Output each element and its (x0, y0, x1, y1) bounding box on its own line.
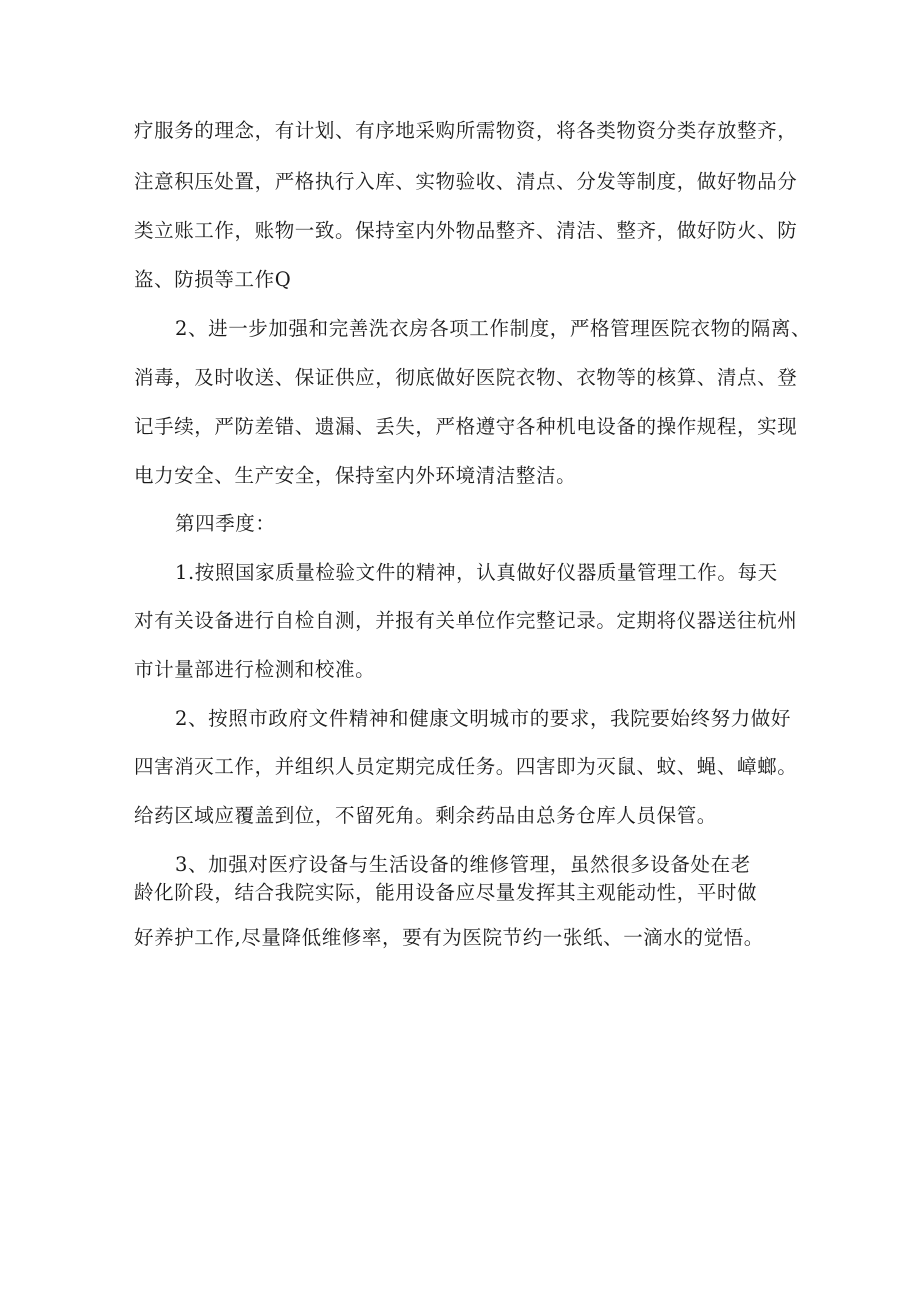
para3-line2: 对有关设备进行自检自测，并报有关单位作完整记录。定期将仪器送往杭州 (134, 609, 798, 632)
para4-line2: 四害消灭工作，并组织人员定期完成任务。四害即为灭鼠、蚊、蝇、嶂螂。 (134, 755, 798, 778)
para1-line1: 疗服务的理念，有计划、有序地采购所需物资，将各类物资分类存放整齐， (134, 119, 798, 142)
para1-line2: 注意积压处置，严格执行入库、实物验收、清点、分发等制度，做好物品分 (134, 170, 798, 193)
para4-line3: 给药区域应覆盖到位，不留死角。剩余药品由总务仓库人员保管。 (134, 804, 717, 827)
para2-line2: 消毒，及时收送、保证供应，彻底做好医院衣物、衣物等的核算、清点、登 (134, 366, 798, 389)
para1-line4: 盗、防损等工作Q (134, 268, 292, 291)
para5-line2: 龄化阶段，结合我院实际，能用设备应尽量发挥其主观能动性，平时做 (134, 881, 758, 904)
para3-line3: 市计量部进行检测和校准。 (134, 658, 376, 681)
section-heading: 第四季度： (175, 512, 276, 535)
para5-line3: 好养护工作,尽量降低维修率，要有为医院节约一张纸、一滴水的觉悟。 (134, 926, 764, 949)
para1-line3: 类立账工作，账物一致。保持室内外物品整齐、清洁、整齐，做好防火、防 (134, 219, 798, 242)
para2-line3: 记手续，严防差错、遗漏、丢失，严格遵守各种机电设备的操作规程，实现 (134, 415, 798, 438)
para2-line1: 2、进一步加强和完善洗衣房各项工作制度，严格管理医院衣物的隔离、 (175, 317, 812, 340)
para3-line1: 1.按照国家质量检验文件的精神，认真做好仪器质量管理工作。每天 (175, 561, 778, 584)
para2-line4: 电力安全、生产安全，保持室内外环境清洁整洁。 (134, 464, 577, 487)
para4-line1: 2、按照市政府文件精神和健康文明城市的要求，我院要始终努力做好 (175, 707, 792, 730)
para5-line1: 3、加强对医疗设备与生活设备的维修管理，虽然很多设备处在老 (175, 853, 751, 876)
